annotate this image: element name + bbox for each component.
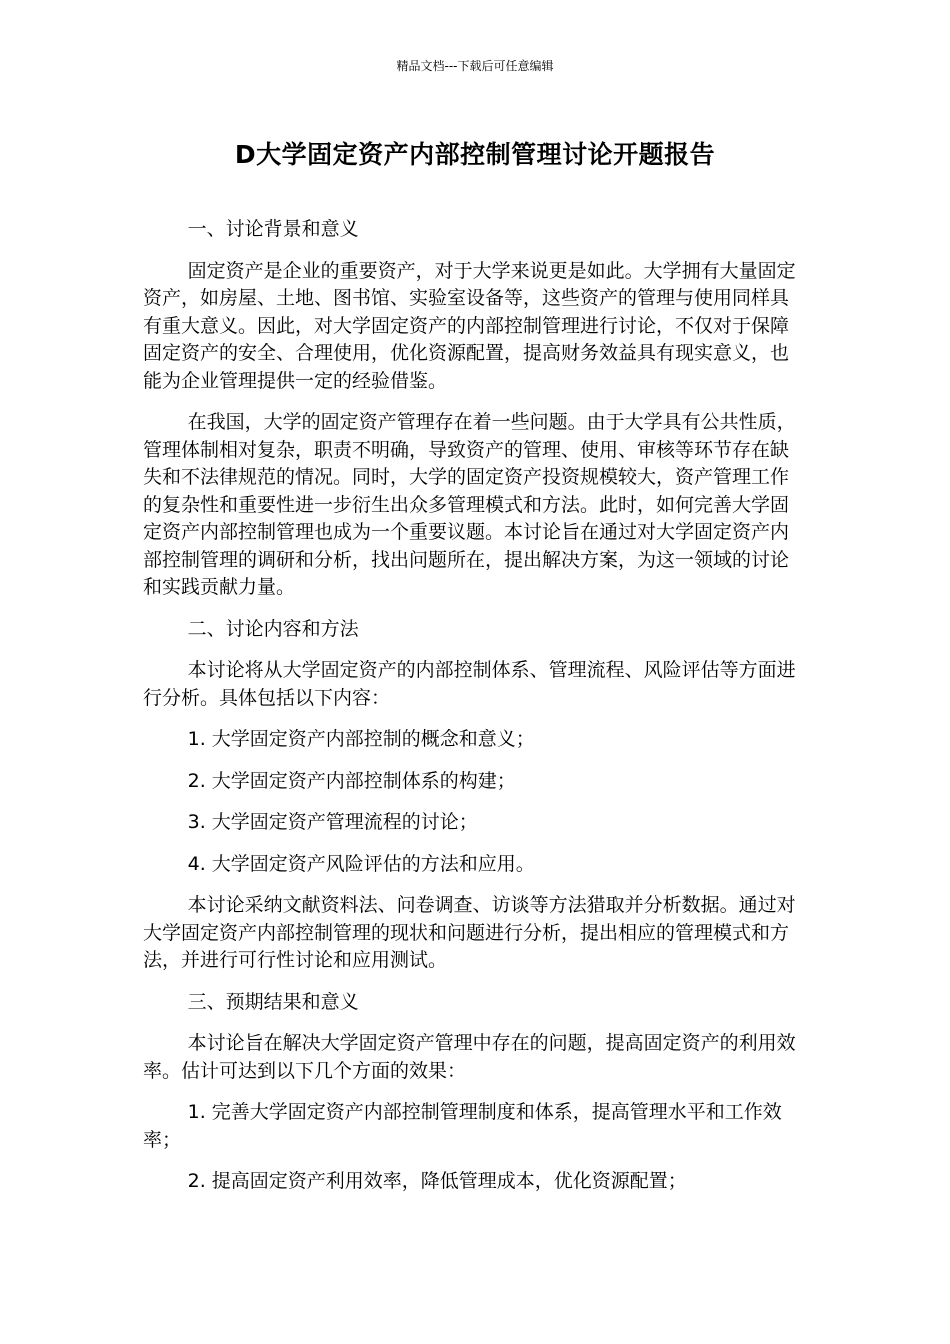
body-paragraph: 本讨论采纳文献资料法、问卷调查、访谈等方法猎取并分析数据。通过对大学固定资产内部控制管理的现状和问题进行分析，提出相应的管理模式和方法，并进行可行性讨论和应用测试。 xyxy=(143,894,796,971)
section-heading: 一、讨论背景和意义 xyxy=(187,218,359,240)
list-item: 1. 完善大学固定资产内部控制管理制度和体系，提高管理水平和工作效率； xyxy=(143,1101,782,1151)
list-item: 2. 大学固定资产内部控制体系的构建； xyxy=(187,769,516,792)
body-paragraph: 本讨论将从大学固定资产的内部控制体系、管理流程、风险评估等方面进行分析。具体包括以下内容： xyxy=(143,659,796,709)
document-body xyxy=(143,216,798,1210)
page-header: 精品文档---下载后可任意编辑 xyxy=(396,59,554,73)
section-heading: 二、讨论内容和方法 xyxy=(187,617,359,640)
list-item: 2. 提高固定资产利用效率，降低管理成本，优化资源配置； xyxy=(187,1170,687,1192)
document-title: D大学固定资产内部控制管理讨论开题报告 xyxy=(234,140,716,169)
section-heading: 三、预期结果和意义 xyxy=(187,990,359,1013)
list-item: 3. 大学固定资产管理流程的讨论； xyxy=(187,811,478,833)
list-item: 4. 大学固定资产风险评估的方法和应用。 xyxy=(187,852,535,875)
body-paragraph: 本讨论旨在解决大学固定资产管理中存在的问题，提高固定资产的利用效率。估计可达到以下几个方面的效果： xyxy=(143,1032,796,1082)
body-paragraph: 固定资产是企业的重要资产，对于大学来说更是如此。大学拥有大量固定资产，如房屋、土地、图书馆、实验室设备等，这些资产的管理与使用同样具有重大意义。因此，对大学固定资产的内部控制管理进行讨论，不仅对于保障固定资产的安全、合理使用，优化资源配置，提高财务效益具有现实意义，也能为企业管理提供一定的经验借鉴。 xyxy=(143,259,796,392)
list-item: 1. 大学固定资产内部控制的概念和意义； xyxy=(187,728,535,750)
body-paragraph: 在我国，大学的固定资产管理存在着一些问题。由于大学具有公共性质，管理体制相对复杂，职责不明确，导致资产的管理、使用、审核等环节存在缺失和不法律规范的情况。同时，大学的固定资产投资规模较大，资产管理工作的复杂性和重要性进一步衍生出众多管理模式和方法。此时，如何完善大学固定资产内部控制管理也成为一个重要议题。本讨论旨在通过对大学固定资产内部控制管理的调研和分析，找出问题所在，提出解决方案，为这一领域的讨论和实践贡献力量。 xyxy=(143,411,796,598)
